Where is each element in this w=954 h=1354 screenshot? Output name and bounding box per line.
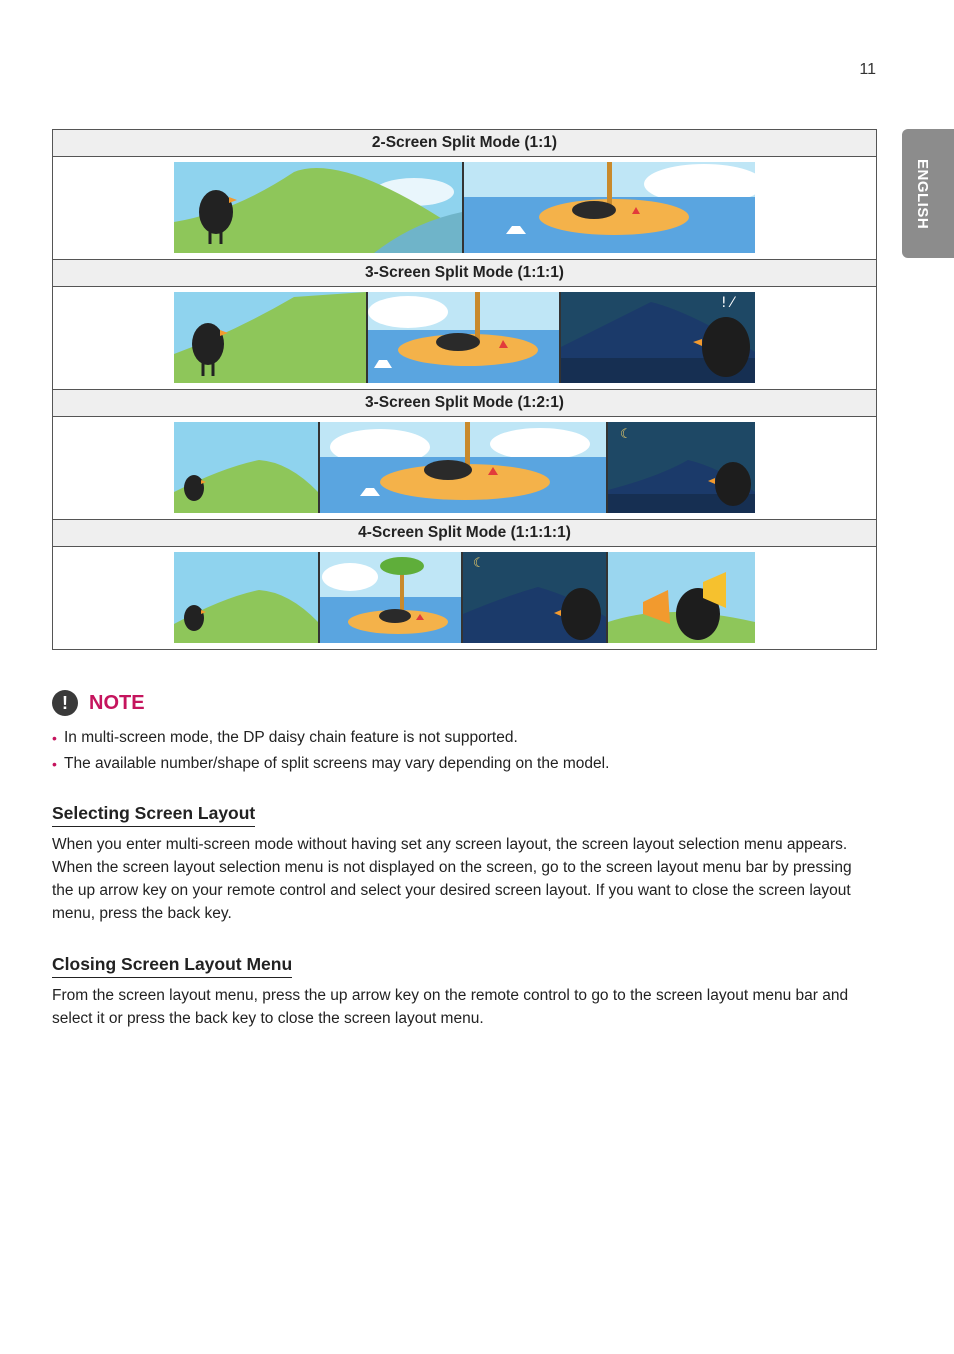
note-title: NOTE [89,691,145,714]
language-tab [902,129,954,258]
mode-preview-4-screen [53,547,876,649]
night-scene-image [608,422,755,513]
night-scene-image [561,292,755,383]
note-list [52,725,872,777]
section-body-closing-layout: From the screen layout menu, press the up arrow key on the remote control to go to the screen layout menu bar and select it or press the back key to close the screen layout menu. [52,987,849,1027]
megaphone-scene-image [608,552,755,643]
island-scene-image [320,422,606,513]
night-scene-image [463,552,606,643]
island-scene-image [368,292,559,383]
hill-scene-image [174,422,318,513]
mode-preview-3-screen-equal [53,287,876,390]
island-scene-image [320,552,461,643]
hill-scene-image [174,162,462,253]
mode-header-2-screen: 2-Screen Split Mode (1:1) [53,130,876,157]
svg-text:☾: ☾ [620,427,632,442]
mode-header-3-screen-wide-center: 3-Screen Split Mode (1:2:1) [53,390,876,417]
note-item: • The available number/shape of split screens may vary depending on the model. [52,751,872,777]
hill-scene-image [174,552,318,643]
mode-header-3-screen-equal: 3-Screen Split Mode (1:1:1) [53,260,876,287]
section-title-closing-layout: Closing Screen Layout Menu [52,954,292,978]
hill-scene-image [174,292,366,383]
warning-icon: ! [52,690,78,716]
svg-text:! ⁄: ! ⁄ [721,295,734,311]
page-number: 11 [859,61,876,78]
split-mode-table [52,129,877,650]
svg-text:☾: ☾ [473,556,485,571]
island-scene-image [464,162,755,253]
note-item: • In multi-screen mode, the DP daisy chain feature is not supported. [52,725,872,751]
mode-preview-3-screen-wide-center [53,417,876,520]
mode-preview-2-screen [53,157,876,260]
section-body-selecting-layout: When you enter multi-screen mode without having set any screen layout, the screen layout selection menu appears. When the screen layout selection menu is not displayed on the screen, go to the screen layout menu bar by pressing the up arrow key on your remote control and select your desired screen layout. If you want to close the screen layout menu, press the back key. [52,836,852,922]
note-heading [52,690,145,716]
language-tab-label: ENGLISH [914,159,931,230]
section-title-selecting-layout: Selecting Screen Layout [52,803,255,827]
mode-header-4-screen: 4-Screen Split Mode (1:1:1:1) [53,520,876,547]
